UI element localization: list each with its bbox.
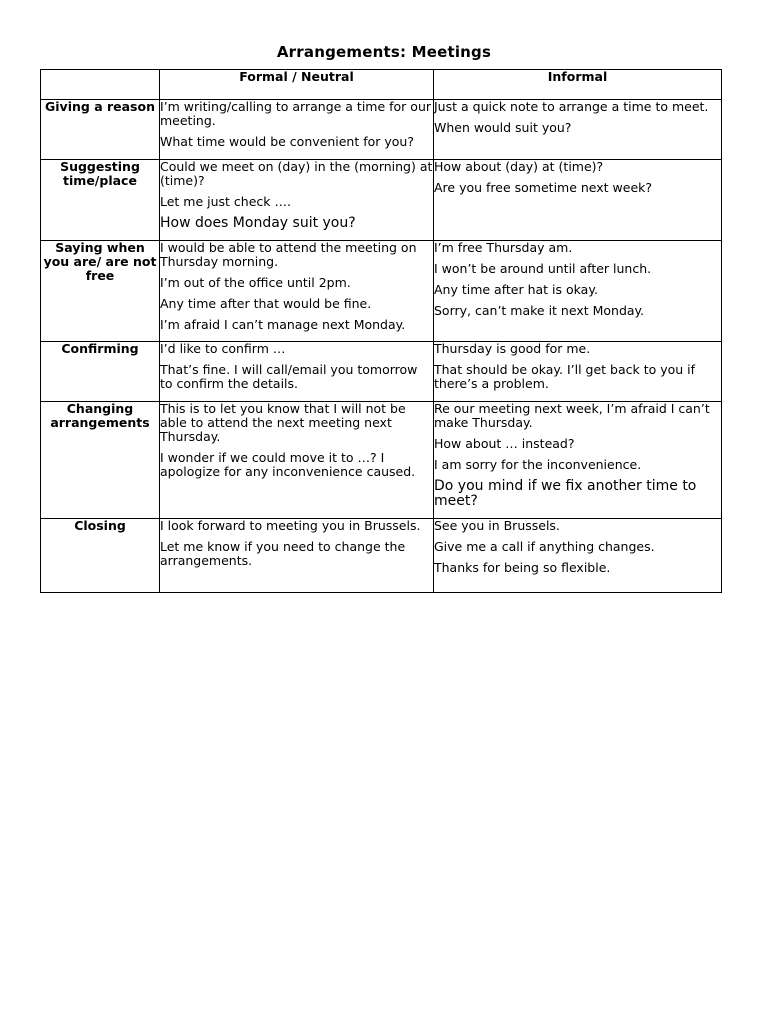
phrase: This is to let you know that I will not be able to attend the next meeting next Thursday. <box>160 401 406 444</box>
table-row <box>41 100 722 160</box>
phrase: I’m writing/calling to arrange a time for our meeting. <box>160 99 432 128</box>
row-label: Suggesting time/place <box>41 160 160 241</box>
header-formal: Formal / Neutral <box>160 70 434 100</box>
phrase: I wonder if we could move it to …? I apologize for any inconvenience caused. <box>160 450 416 479</box>
phrase: Thanks for being so flexible. <box>434 560 611 575</box>
formal-cell <box>160 342 434 402</box>
row-label: Closing <box>41 519 160 593</box>
phrase: Re our meeting next week, I’m afraid I can’t make Thursday. <box>434 401 710 430</box>
phrase: Thursday is good for me. <box>434 341 591 356</box>
phrase: What time would be convenient for you? <box>160 134 414 149</box>
phrase: When would suit you? <box>434 120 572 135</box>
informal-cell <box>434 160 722 241</box>
arrangements-table <box>40 69 722 593</box>
formal-cell <box>160 241 434 342</box>
table-row <box>41 342 722 402</box>
table-row <box>41 160 722 241</box>
phrase: How does Monday suit you? <box>160 215 356 231</box>
table-row <box>41 241 722 342</box>
phrase: Could we meet on (day) in the (morning) at (time)? <box>160 159 433 188</box>
phrase: Just a quick note to arrange a time to meet. <box>434 99 709 114</box>
row-label: Saying when you are/ are not free <box>41 241 160 342</box>
formal-cell <box>160 100 434 160</box>
phrase: I’m out of the office until 2pm. <box>160 275 351 290</box>
informal-cell <box>434 241 722 342</box>
informal-cell <box>434 100 722 160</box>
phrase: Are you free sometime next week? <box>434 180 653 195</box>
header-row <box>41 70 722 100</box>
phrase: I’d like to confirm … <box>160 341 286 356</box>
row-label: Changing arrangements <box>41 402 160 519</box>
table-row <box>41 519 722 593</box>
informal-cell <box>434 402 722 519</box>
phrase: I look forward to meeting you in Brussels. <box>160 518 421 533</box>
header-informal: Informal <box>434 70 722 100</box>
phrase: Any time after hat is okay. <box>434 282 598 297</box>
phrase: Any time after that would be fine. <box>160 296 372 311</box>
formal-cell <box>160 519 434 593</box>
phrase: That’s fine. I will call/email you tomorrow to confirm the details. <box>160 362 418 391</box>
row-label: Confirming <box>41 342 160 402</box>
phrase: I would be able to attend the meeting on Thursday morning. <box>160 240 417 269</box>
informal-cell <box>434 342 722 402</box>
page-title: Arrangements: Meetings <box>276 43 492 61</box>
phrase: See you in Brussels. <box>434 518 560 533</box>
phrase: Let me just check …. <box>160 194 291 209</box>
phrase: Do you mind if we fix another time to meet? <box>434 478 697 509</box>
row-label: Giving a reason <box>41 100 160 160</box>
phrase: Sorry, can’t make it next Monday. <box>434 303 645 318</box>
phrase: I won’t be around until after lunch. <box>434 261 652 276</box>
informal-cell <box>434 519 722 593</box>
phrase: Give me a call if anything changes. <box>434 539 655 554</box>
phrase: I’m free Thursday am. <box>434 240 573 255</box>
phrase: How about … instead? <box>434 436 575 451</box>
header-blank <box>41 70 160 100</box>
table-row <box>41 402 722 519</box>
formal-cell <box>160 402 434 519</box>
phrase: How about (day) at (time)? <box>434 159 604 174</box>
phrase: Let me know if you need to change the arrangements. <box>160 539 406 568</box>
phrase: I’m afraid I can’t manage next Monday. <box>160 317 406 332</box>
phrase: I am sorry for the inconvenience. <box>434 457 642 472</box>
phrase: That should be okay. I’ll get back to you if there’s a problem. <box>434 362 696 391</box>
formal-cell <box>160 160 434 241</box>
